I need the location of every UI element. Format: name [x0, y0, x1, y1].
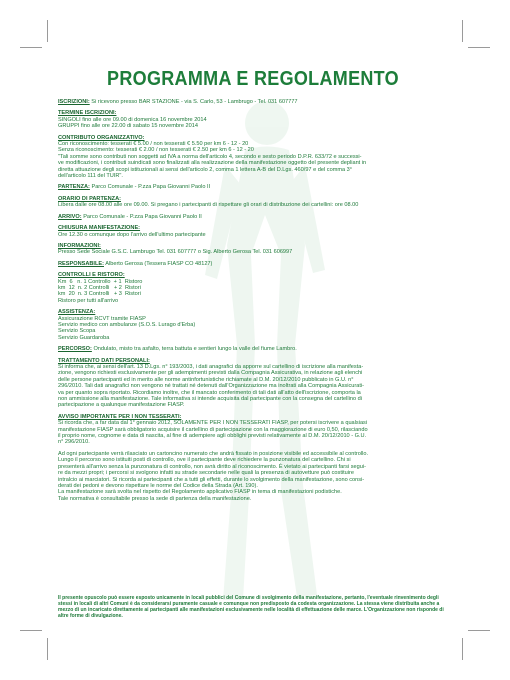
section [58, 110, 448, 129]
disclaimer-footer: Il presente opuscolo può essere esposto unicamente in locali pubblici del Comune di svolgimento della manifestazione, pertanto, l'eventuale rinvenimento degli stessi in locali di altri Comuni è da considerarsi puramente casuale e comunque non predisposto da codesta organizzazione. La stessa viene distribuita anche a mezzo di un incaricato direttamente ai partecipanti alle manifestazioni esclusivamente nelle località di effettuazione delle marce. L'Organizzazione non risponde di altre forme di divulgazione. [58, 595, 444, 619]
section-text-line: Ristoro per tutti all'arrivo [58, 297, 119, 304]
section [58, 184, 448, 190]
crop-mark [47, 638, 48, 660]
section-text-line: partecipazione a qualunque manifestazione FIASP. [58, 402, 185, 409]
crop-mark [468, 630, 490, 631]
section-text-line: Lungo il percorso sono istituiti posti di controllo, ove il partecipante deve richiedere la punzonatura del cartellino. Chi si [58, 457, 351, 464]
section-heading: ISCRIZIONI: [58, 99, 90, 105]
crop-mark [468, 47, 490, 48]
crop-mark [462, 20, 463, 42]
section-text-line: 296/2010. Tali dati anagrafici non vengono né trattati né detenuti dall'Organizzazione ma inoltrati alla Compagnia Assicurati- [58, 383, 365, 390]
section-text-line: Alberto Gerosa (Tessera FIASP CO 48127) [105, 260, 213, 267]
regulation-sections [58, 99, 448, 502]
section-text-line: derati dei pedoni e devono rispettare le norme del Codice della Strada (Art. 190). [58, 482, 258, 489]
section [58, 196, 448, 209]
section-text-line: GRUPPI fino alle ore 22.00 di sabato 15 novembre 2014 [58, 123, 198, 130]
section [58, 358, 448, 409]
section-text-line: zione, vengono richiesti esclusivamente per gli adempimenti previsti dalla Compagnia Assicurativa, in relazione agli elenchi [58, 370, 363, 377]
section-text-line: km 12 n. 2 Controlli + 2 Ristori [58, 284, 141, 291]
page-title: PROGRAMMA E REGOLAMENTO [107, 66, 399, 90]
section-text-line: intralcio ai marciatori. Si ricorda ai partecipanti che a tutti gli effetti, durante lo svolgimento della manifestazione, sono consi- [58, 476, 365, 483]
section-text-line: va per quanto sopra riportato. Ricordiamo inoltre, che il mancato conferimento di tali dati all'atto dell'iscrizione, comporta la [58, 389, 361, 396]
section [58, 309, 448, 341]
section-heading: CONTROLLI E RISTORO: [58, 272, 125, 279]
section-text-line: Senza riconoscimento: tesserati € 2.00 / non tesserati € 2.50 per km 6 - 12 - 20 [58, 147, 254, 154]
section-text-line: La manifestazione sarà svolta nel rispetto del Regolamento applicativo FIASP in tema di manifestazioni podistiche. [58, 489, 342, 496]
section-heading: PERCORSO: [58, 346, 92, 353]
section-heading: PARTENZA: [58, 184, 90, 191]
section-heading: ASSISTENZA: [58, 309, 96, 316]
section-text-line: Libera dalle ore 08.00 alle ore 09.00. Si pregano i partecipanti di rispettare gli orari di distribuzione dei cartellini: ore 08.00 [58, 202, 359, 209]
section-text-line: Si ricorda che, a far data dal 1° gennaio 2012, SOLAMENTE PER I NON TESSERATI FIASP, per potersi iscrivere a qualsiasi [58, 420, 368, 427]
section-heading: AVVISO IMPORTANTE PER I NON TESSERATI: [58, 413, 182, 420]
section-text-line: Tale normativa è consultabile presso la sede di partenza della manifestazione. [58, 495, 252, 502]
section-heading: INFORMAZIONI: [58, 242, 101, 249]
section-text-line: non ammissione alla manifestazione. Tale informativa si intende acquisita dal partecipante con la consegna del cartellino di [58, 396, 363, 403]
section-text-line: ve modificazioni, i contributi suindicati sono finalizzati alla realizzazione della manifestazione oggetto del presente depliant in [58, 160, 367, 167]
section-text-line: n° 296/2010. [58, 439, 90, 446]
section [58, 261, 448, 267]
section-text-line: Ad ogni partecipante verrà rilasciato un cartoncino numerato che andrà fissato in posizione visibile ed accessibile al controllo. [58, 450, 369, 457]
section [58, 414, 448, 446]
crop-mark [20, 630, 42, 631]
section [58, 135, 448, 180]
section-text-line: Parco Comunale - P.zza Papa Giovanni Paolo II [91, 184, 211, 191]
section [58, 99, 448, 105]
section-heading: ORARIO DI PARTENZA: [58, 195, 121, 202]
section [58, 346, 448, 352]
section-heading: RESPONSABILE: [58, 260, 104, 267]
section-text-line: presenterà all'arrivo senza la punzonatura di controllo, non avrà diritto al riconoscimento. È vietato ai partecipanti farsi segui- [58, 463, 366, 470]
crop-mark [47, 20, 48, 42]
section-text-line: "Tali somme sono contributi non soggetti ad IVA a norma dell'articolo 4, secondo e sesto periodo D.P.R. 633/72 e successi- [58, 153, 362, 160]
section-text-line: il proprio nome, cognome e data di nascita, al fine di adempiere agli obblighi previsti relativamente al D.M. 20/12/2010 - G.U. [58, 433, 367, 440]
section-text-line: Ondulato, misto tra asfalto, terra battuta e sentieri lungo la valle del fiume Lambro. [93, 346, 297, 353]
section [58, 272, 448, 304]
section-text-line: Servizio Scopa [58, 328, 96, 335]
section-text-line: Servizio medico con ambulanze (S.O.S. Lurago d'Erba) [58, 321, 196, 328]
section [58, 243, 448, 256]
crop-mark [462, 638, 463, 660]
section-text-line: Si informa che, ai sensi dell'art. 13 D.Lgs. n° 193/2003, i dati anagrafici da apporre sul cartellino di iscrizione alla manifesta- [58, 364, 364, 370]
section-text-line: Presso Sede Sociale G.S.C. Lambrugo Tel. 031 607777 o Sig. Alberto Gerosa Tel. 031 606997 [58, 249, 293, 256]
section [58, 225, 448, 238]
section-text-line: manifestazione FIASP sarà obbligatorio acquisire il cartellino di partecipazione con la maggiorazione di euro 0,50, rilasciando [58, 426, 368, 433]
section-text-line: diretta attuazione degli scopi istituzionali ai sensi dell'articolo 2, comma 1 lettera A-B del D.Lgs. 460/97 e del comma 3° [58, 166, 353, 173]
section [58, 451, 448, 502]
section [58, 214, 448, 220]
section-text-line: Assicurazione RCVT tramite FIASP [58, 315, 146, 322]
section-text-line: re da mezzi propri; i percorsi si svolgono infatti su strade secondarie nelle quali la presenza di autovetture può costituire [58, 470, 355, 477]
section-text-line: delle persone partecipanti ed in merito alle norme antinfortunistiche richiamate al D.M. 20/12/2010 pubblicato in G.U. n° [58, 376, 354, 383]
section-text-line: dell'articolo 111 del TUIR". [58, 173, 123, 180]
section-heading: TERMINE ISCRIZIONI: [58, 110, 117, 117]
section-text-line: Con riconoscimento: tesserati € 5.00 / non tesserati € 5.50 per km 6 - 12 - 20 [58, 141, 249, 148]
section-heading: CONTRIBUTO ORGANIZZATIVO: [58, 134, 145, 141]
section-text-line: km 20 n. 3 Controlli + 3 Ristori [58, 291, 141, 298]
section-text-line: Si ricevono presso BAR STAZIONE - via S. Carlo, 53 - Lambrugo - Tel. 031 607777 [91, 99, 298, 105]
section-text-line: SINGOLI fino alle ore 09.00 di domenica 16 novembre 2014 [58, 116, 207, 123]
document-page [58, 62, 448, 647]
section-text-line: Parco Comunale - P.zza Papa Giovanni Paolo II [83, 213, 202, 220]
section-heading: TRATTAMENTO DATI PERSONALI: [58, 357, 150, 364]
crop-mark [20, 47, 42, 48]
section-text-line: Servizio Guardaroba [58, 334, 110, 341]
section-heading: ARRIVO: [58, 213, 82, 220]
section-text-line: Ore 12.30 o comunque dopo l'arrivo dell'ultimo partecipante [58, 231, 206, 238]
section-heading: CHIUSURA MANIFESTAZIONE: [58, 225, 141, 232]
section-text-line: Km 6 n. 1 Controllo + 1 Ristoro [58, 278, 143, 285]
